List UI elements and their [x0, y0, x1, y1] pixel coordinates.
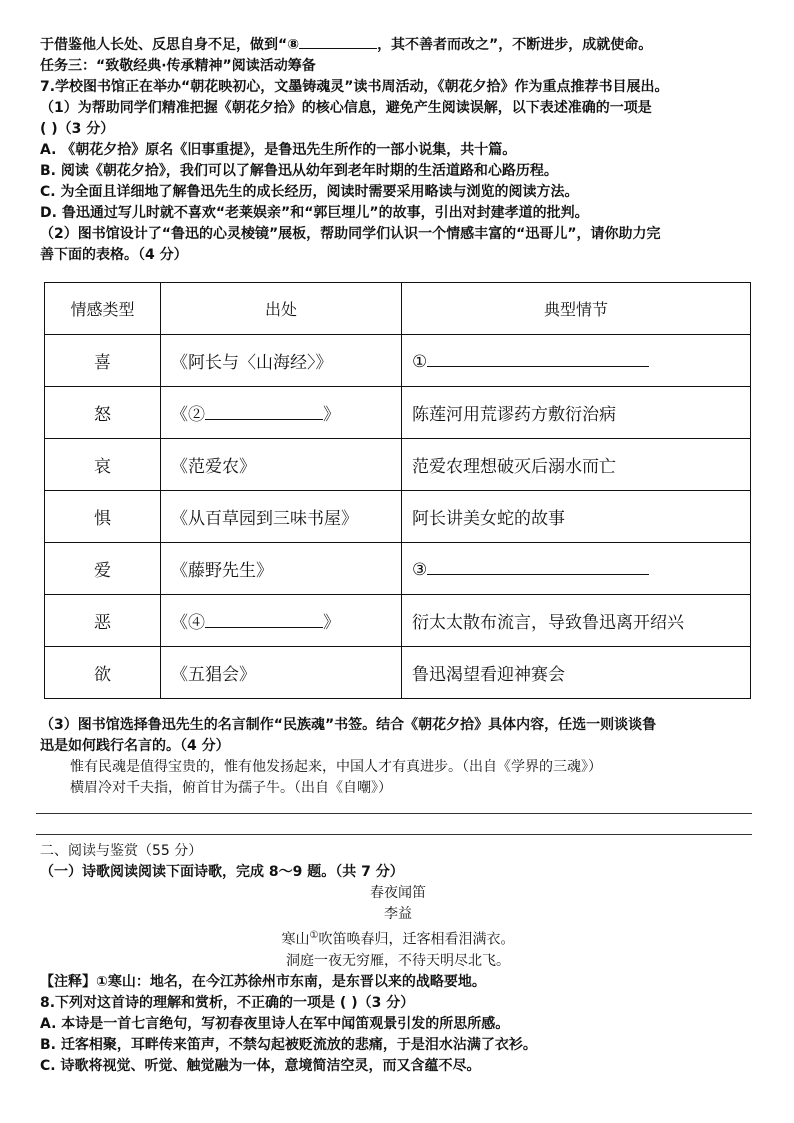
- source-cell[interactable]: 《④ 》: [161, 595, 402, 647]
- answer-blank[interactable]: [205, 610, 323, 628]
- answer-blank[interactable]: [427, 349, 649, 367]
- task-heading: 任务三：“致敬经典·传承精神”阅读活动筹备: [40, 58, 316, 74]
- plot-cell[interactable]: ①: [402, 335, 751, 387]
- subsection-heading: （一）诗歌阅读阅读下面诗歌，完成 8～9 题。（共 7 分）: [40, 864, 404, 880]
- source-cell: 《五猖会》: [161, 647, 402, 699]
- option-d: D. 鲁迅通过写儿时就不喜欢“老莱娱亲”和“郭巨埋儿”的故事，引出对封建孝道的批判。: [40, 205, 589, 221]
- table-row: [45, 543, 751, 595]
- question-7-1-score: ( )（3 分）: [40, 121, 115, 137]
- q8-option-a: A. 本诗是一首七言绝句，写初春夜里诗人在军中闻笛观景引发的所思所感。: [40, 1015, 510, 1032]
- table-row: [45, 439, 751, 491]
- table-row: [45, 491, 751, 543]
- answer-blank[interactable]: [427, 557, 649, 575]
- header-plot: 典型情节: [402, 283, 751, 335]
- section-heading: 二、阅读与鉴赏（55 分）: [40, 843, 203, 859]
- source-cell: 《范爱农》: [161, 439, 402, 491]
- answer-blank[interactable]: [205, 402, 323, 420]
- emotion-cell: 惧: [45, 491, 161, 543]
- q8-option-c: C. 诗歌将视觉、听觉、触觉融为一体，意境简洁空灵，而又含蕴不尽。: [40, 1057, 481, 1074]
- poem-note: 【注释】①寒山：地名，在今江苏徐州市东南，是东晋以来的战略要地。: [40, 973, 486, 990]
- emotion-cell: 哀: [45, 439, 161, 491]
- source-cell: 《从百草园到三味书屋》: [161, 491, 402, 543]
- option-b: B. 阅读《朝花夕拾》，我们可以了解鲁迅从幼年到老年时期的生活道路和心路历程。: [40, 163, 558, 179]
- question-7-1: （1）为帮助同学们精准把握《朝花夕拾》的核心信息，避免产生阅读误解，以下表述准确的一项是: [40, 100, 652, 116]
- question-7-2-cont: 善下面的表格。（4 分）: [40, 247, 188, 263]
- plot-cell: 鲁迅渴望看迎神赛会: [402, 647, 751, 699]
- source-cell[interactable]: 《② 》: [161, 387, 402, 439]
- q8-option-b: B. 迁客相聚，耳畔传来笛声，不禁勾起被贬流放的悲痛，于是泪水沾满了衣衫。: [40, 1036, 537, 1053]
- plot-cell: 陈莲河用荒谬药方敷衍治病: [402, 387, 751, 439]
- poem-author: 李益: [384, 906, 412, 922]
- emotion-cell: 爱: [45, 543, 161, 595]
- question-7-2: （2）图书馆设计了“鲁迅的心灵棱镜”展板，帮助同学们认识一个情感丰富的“迅哥儿”，请你助力完: [40, 226, 661, 242]
- text-line: 于借鉴他人长处、反思自身不足，做到“⑧ ，其不善者而改之”，不断进步，成就使命。: [40, 34, 756, 56]
- plot-cell: 范爱农理想破灭后溺水而亡: [402, 439, 751, 491]
- emotion-cell: 恶: [45, 595, 161, 647]
- answer-blank[interactable]: [299, 34, 377, 49]
- table-row: [45, 387, 751, 439]
- emotion-cell: 喜: [45, 335, 161, 387]
- quote-2: 横眉冷对千夫指，俯首甘为孺子牛。（出自《自嘲》）: [70, 780, 392, 796]
- source-cell: 《藤野先生》: [161, 543, 402, 595]
- option-c: C. 为全面且详细地了解鲁迅先生的成长经历，阅读时需要采用略读与浏览的阅读方法。: [40, 184, 579, 200]
- question-7: 7.学校图书馆正在举办“朝花映初心，文墨铸魂灵”读书周活动，《朝花夕拾》作为重点推荐书目展出。: [40, 79, 669, 95]
- source-cell: 《阿长与〈山海经〉》: [161, 335, 402, 387]
- question-7-3-cont: 迅是如何践行名言的。（4 分）: [40, 738, 230, 754]
- poem-line-2: 洞庭一夜无穷雁，不待天明尽北飞。: [286, 952, 510, 969]
- quote-1: 惟有民魂是值得宝贵的，惟有他发扬起来，中国人才有真进步。（出自《学界的三魂》）: [70, 759, 602, 775]
- header-emotion: 情感类型: [45, 283, 161, 335]
- table-header-row: [45, 283, 751, 335]
- table-row: [45, 595, 751, 647]
- exam-page: [40, 34, 756, 1077]
- question-7-3: （3）图书馆选择鲁迅先生的名言制作“民族魂”书签。结合《朝花夕拾》具体内容，任选一则谈谈鲁: [40, 717, 657, 733]
- poem-title: 春夜闻笛: [370, 885, 426, 901]
- option-a: A. 《朝花夕拾》原名《旧事重提》，是鲁迅先生所作的一部小说集，共十篇。: [40, 142, 517, 158]
- table-row: [45, 647, 751, 699]
- emotion-cell: 怒: [45, 387, 161, 439]
- emotion-table: [44, 282, 751, 699]
- plot-cell: 衍太太散布流言，导致鲁迅离开绍兴: [402, 595, 751, 647]
- header-source: 出处: [161, 283, 402, 335]
- table-row: [45, 335, 751, 387]
- question-8: 8.下列对这首诗的理解和赏析，不正确的一项是 ( )（3 分）: [40, 994, 415, 1011]
- plot-cell: 阿长讲美女蛇的故事: [402, 491, 751, 543]
- poem-line-1: 寒山①吹笛唤春归，迁客相看泪满衣。: [281, 930, 515, 948]
- emotion-cell: 欲: [45, 647, 161, 699]
- plot-cell[interactable]: ③: [402, 543, 751, 595]
